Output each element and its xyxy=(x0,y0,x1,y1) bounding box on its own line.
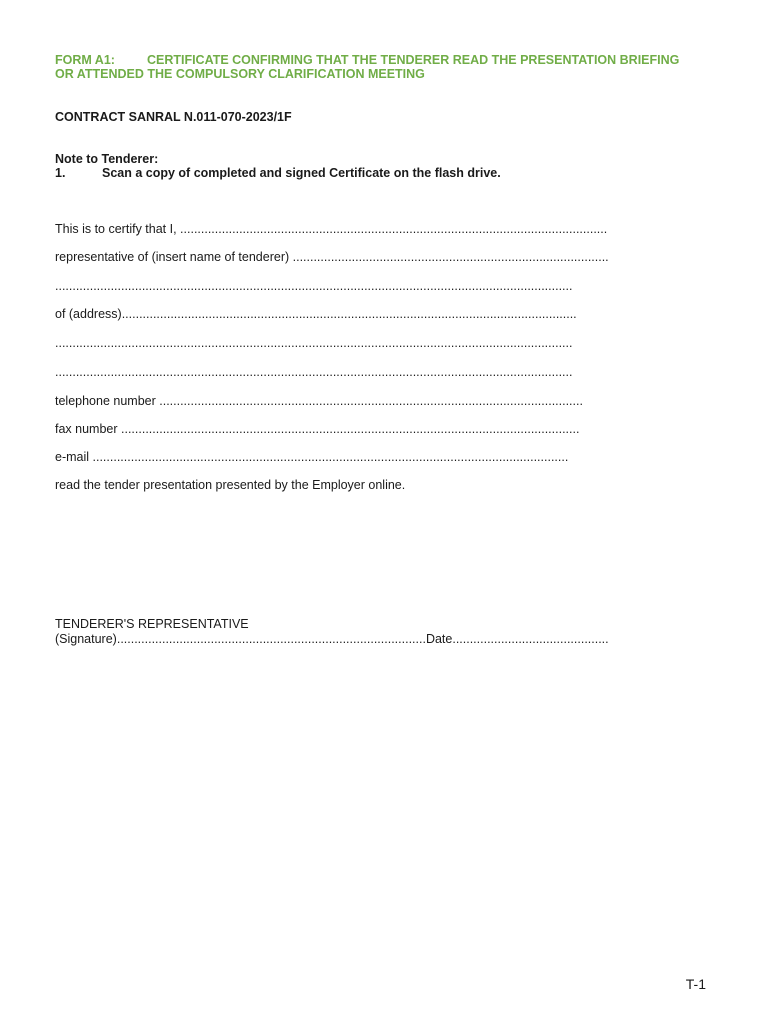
representative-line xyxy=(55,250,640,264)
contract-number: CONTRACT SANRAL N.011-070-2023/1F xyxy=(55,110,292,124)
page-number: T-1 xyxy=(685,976,706,992)
date-field[interactable]: ............................................. xyxy=(452,632,609,646)
tenderer-name-field[interactable]: ........................................................................................... xyxy=(292,250,609,264)
note-heading: Note to Tenderer: xyxy=(55,152,159,166)
certify-line xyxy=(55,222,640,236)
form-title-line-2: OR ATTENDED THE COMPULSORY CLARIFICATION MEETING xyxy=(55,67,425,81)
address-field[interactable]: ................................................................................................................................... xyxy=(121,307,577,321)
representative-label: representative of (insert name of tenderer) xyxy=(55,250,293,264)
email-label: e-mail xyxy=(55,450,93,464)
fax-field[interactable]: .................................................................................................................................... xyxy=(121,422,580,436)
signature-label: (Signature) xyxy=(55,632,117,646)
telephone-field[interactable]: .......................................................................................................................... xyxy=(159,394,583,408)
signature-line xyxy=(55,632,640,646)
signature-heading: TENDERER'S REPRESENTATIVE xyxy=(55,617,249,631)
note-item-number: 1. xyxy=(55,166,66,180)
telephone-line xyxy=(55,394,640,408)
fax-label: fax number xyxy=(55,422,122,436)
address-continuation-field-1[interactable]: ..................................................................................................................................................... xyxy=(55,336,573,350)
address-line xyxy=(55,307,640,321)
address-continuation-field-2[interactable]: ..................................................................................................................................................... xyxy=(55,365,573,379)
fax-line xyxy=(55,422,640,436)
form-label: FORM A1: xyxy=(55,53,115,67)
email-field[interactable]: ......................................................................................................................................... xyxy=(92,450,569,464)
tenderer-name-continuation-field[interactable]: ..................................................................................................................................................... xyxy=(55,279,573,293)
form-title-line-1 xyxy=(55,53,679,67)
certification-statement: read the tender presentation presented by the Employer online. xyxy=(55,478,406,492)
note-item-text: Scan a copy of completed and signed Certificate on the flash drive. xyxy=(102,166,501,180)
form-title-text: CERTIFICATE CONFIRMING THAT THE TENDERER READ THE PRESENTATION BRIEFING xyxy=(146,53,680,67)
date-label: Date xyxy=(425,632,453,646)
address-label: of (address) xyxy=(55,307,122,321)
telephone-label: telephone number xyxy=(55,394,160,408)
note-item xyxy=(55,166,501,180)
certify-name-field[interactable]: ........................................................................................................................... xyxy=(180,222,608,236)
signature-field[interactable]: ......................................................................................... xyxy=(116,632,426,646)
email-line xyxy=(55,450,640,464)
certify-label: This is to certify that I, xyxy=(55,222,181,236)
